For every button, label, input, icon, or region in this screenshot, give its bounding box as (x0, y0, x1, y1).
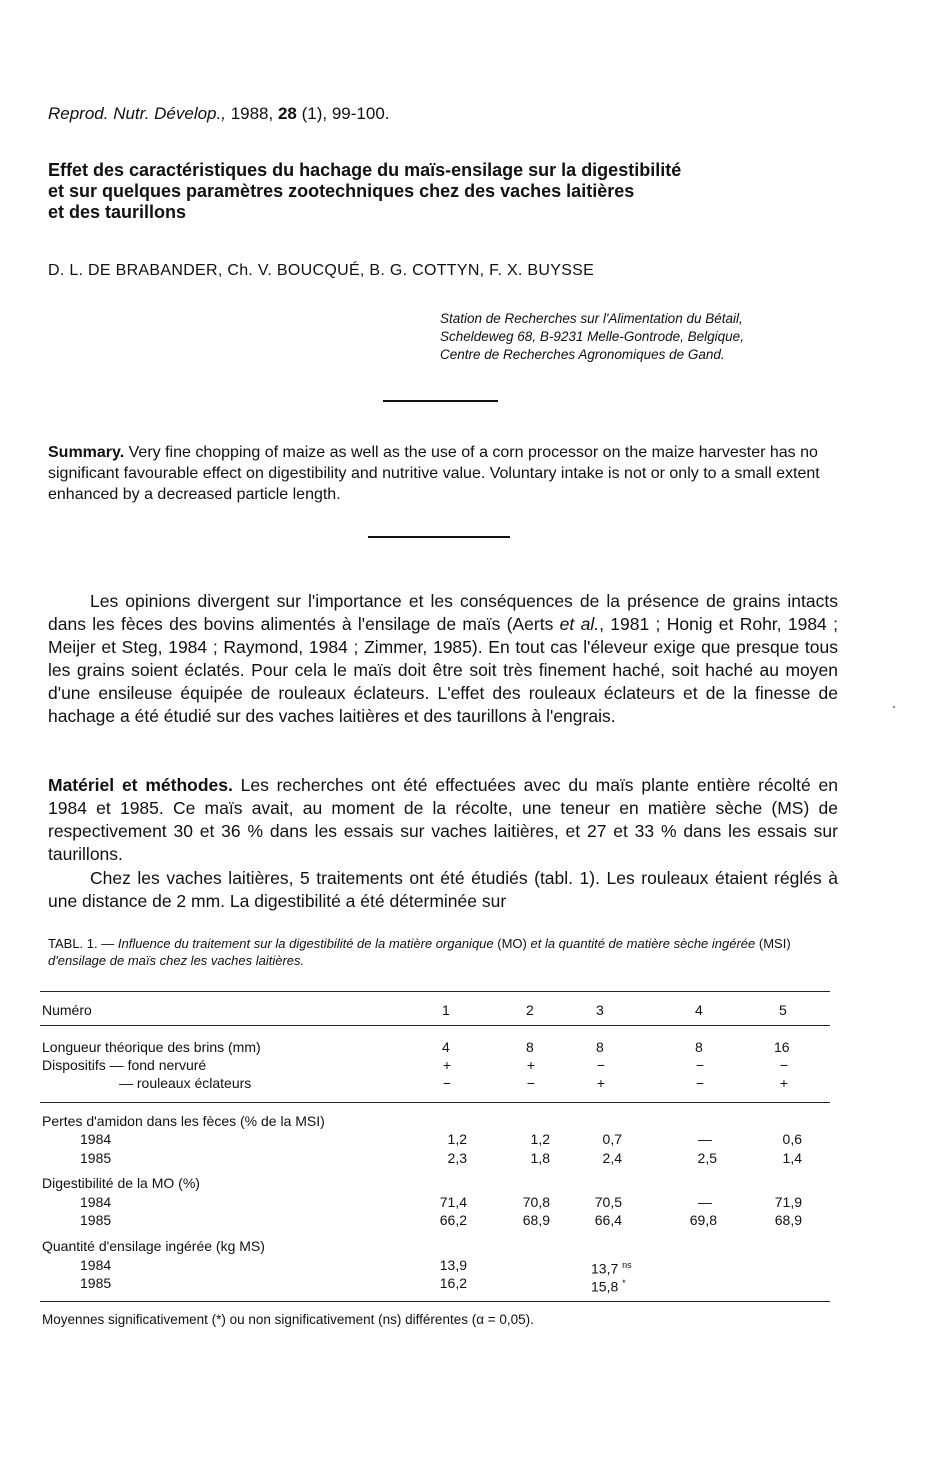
digestibility-1985-cell-1: 66,2 (439, 1212, 467, 1228)
intro-etal: et al. (559, 614, 600, 634)
separator-rule-bottom (368, 536, 510, 538)
citation-issue-pages: (1), 99-100. (301, 104, 390, 123)
device1-row-label: Dispositifs — fond nervuré (42, 1057, 207, 1073)
intake-1985-cell-3 (591, 1274, 626, 1296)
title-line-2: et sur quelques paramètres zootechniques chez des vaches laitières (48, 181, 635, 201)
scan-speck (893, 706, 895, 708)
table-caption (48, 935, 838, 969)
starch-1985-cell-3: 2,4 (602, 1150, 622, 1166)
affiliation-line-1: Station de Recherches sur l'Alimentation du Bétail, (440, 311, 743, 326)
starch-1984-cell-5: 0,6 (782, 1131, 802, 1147)
digestibility-1984-cell-1: 71,4 (439, 1194, 467, 1210)
table-rule-top (40, 991, 830, 992)
intro-text-2: , 1981 ; Honig et Rohr, 1984 ; Meijer et Steg, 1984 ; Raymond, 1984 ; Zimmer, 1985). En tout cas l'éleveur exige que presque tous les grains soient éclatés. Pour cela le maïs doit être soit très finement haché, soit haché au moyen d'une ensileuse équipée de rouleaux éclateurs. L'effet des rouleaux éclateurs et de la finesse de hachage a été étudié sur des vaches laitières et des taurillons à l'engrais. (48, 614, 838, 726)
table-caption-text-3: d'ensilage de maïs chez les vaches laitières. (48, 953, 305, 968)
digestibility-1984-cell-4: — (698, 1194, 712, 1210)
intake-1984-significance-mark: ns (622, 1260, 632, 1270)
device2-row-label: — rouleaux éclateurs (119, 1075, 252, 1091)
table-caption-text-1: Influence du traitement sur la digestibilité de la matière organique (117, 936, 494, 951)
starch-1984-cell-4: — (698, 1131, 712, 1147)
citation-volume: 28 (277, 104, 297, 123)
device2-cell-3: + (596, 1075, 606, 1091)
title-line-3: et des taurillons (48, 202, 187, 222)
starch-1985-cell-2: 1,8 (530, 1150, 550, 1166)
starch-1985-cell-5: 1,4 (782, 1150, 802, 1166)
journal-name: Reprod. Nutr. Dévelop., (48, 104, 226, 123)
summary-label: Summary. (48, 444, 125, 461)
col-header-3: 3 (596, 1002, 604, 1018)
citation (48, 104, 390, 124)
methods-paragraph (48, 774, 838, 866)
digestibility-1985-label: 1985 (80, 1212, 112, 1228)
intro-text-1: Les opinions divergent sur l'importance et les conséquences de la présence de grains intacts dans les fèces des bovins alimentés à l'ensilage de maïs (Aerts (48, 591, 838, 634)
starch-1984-cell-3: 0,7 (602, 1131, 622, 1147)
intake-1984-value-3: 13,7 (591, 1260, 619, 1277)
article-title (48, 160, 868, 223)
methods-text-2: Chez les vaches laitières, 5 traitements ont été étudiés (tabl. 1). Les rouleaux étaient réglés à une distance de 2 mm. La digestibilité a été déterminée sur (48, 868, 838, 911)
length-cell-1: 4 (442, 1039, 450, 1055)
summary-text: Very fine chopping of maize as well as the use of a corn processor on the maize harvester has no significant favourable effect on digestibility and nutritive value. Voluntary intake is not or only to a small extent enhanced by a decreased particle length. (48, 444, 820, 503)
starch-1985-cell-1: 2,3 (447, 1150, 467, 1166)
intake-1985-cell-1: 16,2 (439, 1275, 467, 1291)
starch-1985-label: 1985 (80, 1150, 112, 1166)
title-line-1: Effet des caractéristiques du hachage du maïs-ensilage sur la digestibilité (48, 160, 682, 180)
methods-text: Les recherches ont été effectuées avec du maïs plante entière récolté en 1984 et 1985. Ce maïs avait, au moment de la récolte, une teneur en matière sèche (MS) de respectivement 30 et 36 % dans les essais sur vaches laitières, et 27 et 33 % dans les essais sur taurillons. (48, 775, 838, 864)
table-rule-treatments (40, 1102, 830, 1103)
digestibility-1984-cell-2: 70,8 (522, 1194, 550, 1210)
device2-cell-1: − (442, 1075, 452, 1091)
separator-rule-top (383, 400, 498, 402)
starch-1984-cell-1: 1,2 (447, 1131, 467, 1147)
author-list: D. L. DE BRABANDER, Ch. V. BOUCQUÉ, B. G. COTTYN, F. X. BUYSSE (48, 262, 595, 279)
digestibility-1985-cell-5: 68,9 (774, 1212, 802, 1228)
citation-year: 1988, (230, 104, 274, 123)
affiliation-line-3: Centre de Recherches Agronomiques de Gand. (440, 347, 725, 362)
length-cell-5: 16 (774, 1039, 790, 1055)
device2-cell-4: − (695, 1075, 705, 1091)
intake-1985-label: 1985 (80, 1275, 112, 1291)
table-caption-text-2: et la quantité de matière sèche ingérée (530, 936, 756, 951)
col-header-5: 5 (779, 1002, 787, 1018)
device1-cell-5: − (779, 1057, 789, 1073)
device1-cell-1: + (442, 1057, 452, 1073)
device2-cell-2: − (526, 1075, 536, 1091)
intake-1984-cell-1: 13,9 (439, 1257, 467, 1273)
table-footnote: Moyennes significativement (*) ou non significativement (ns) différentes (α = 0,05). (42, 1312, 534, 1327)
device2-cell-5: + (779, 1075, 789, 1091)
intro-paragraph (48, 590, 838, 728)
starch-row-label: Pertes d'amidon dans les fèces (% de la MSI) (42, 1113, 325, 1129)
summary-paragraph (48, 442, 838, 505)
table-caption-label: TABL. 1. — (48, 936, 115, 951)
table-rule-bottom (40, 1301, 830, 1302)
digestibility-1984-cell-3: 70,5 (594, 1194, 622, 1210)
length-cell-3: 8 (596, 1039, 604, 1055)
digestibility-1984-label: 1984 (80, 1194, 112, 1210)
intake-1984-label: 1984 (80, 1257, 112, 1273)
col-header-2: 2 (526, 1002, 534, 1018)
digestibility-1985-cell-2: 68,9 (522, 1212, 550, 1228)
device1-cell-2: + (526, 1057, 536, 1073)
starch-1984-label: 1984 (80, 1131, 112, 1147)
digestibility-1985-cell-4: 69,8 (689, 1212, 717, 1228)
col-header-4: 4 (695, 1002, 703, 1018)
affiliation-line-2: Scheldeweg 68, B-9231 Melle-Gontrode, Belgique, (440, 329, 744, 344)
table-rule-header (40, 1025, 830, 1026)
device1-cell-4: − (695, 1057, 705, 1073)
methods-paragraph-2 (48, 867, 838, 913)
table-caption-abbr-1: (MO) (497, 936, 527, 951)
length-row-label: Longueur théorique des brins (mm) (42, 1039, 261, 1055)
length-cell-4: 8 (695, 1039, 703, 1055)
table-header-label: Numéro (42, 1002, 92, 1018)
device1-cell-3: − (596, 1057, 606, 1073)
affiliation (440, 310, 860, 364)
length-cell-2: 8 (526, 1039, 534, 1055)
digestibility-1984-cell-5: 71,9 (774, 1194, 802, 1210)
intake-row-label: Quantité d'ensilage ingérée (kg MS) (42, 1238, 265, 1254)
starch-1985-cell-4: 2,5 (697, 1150, 717, 1166)
methods-label: Matériel et méthodes. (48, 775, 233, 795)
intake-1985-value-3: 15,8 (591, 1278, 619, 1295)
table-caption-abbr-2: (MSI) (758, 936, 791, 951)
digestibility-1985-cell-3: 66,4 (594, 1212, 622, 1228)
starch-1984-cell-2: 1,2 (530, 1131, 550, 1147)
digestibility-row-label: Digestibilité de la MO (%) (42, 1175, 200, 1191)
intake-1985-significance-mark: * (622, 1278, 626, 1288)
col-header-1: 1 (442, 1002, 450, 1018)
